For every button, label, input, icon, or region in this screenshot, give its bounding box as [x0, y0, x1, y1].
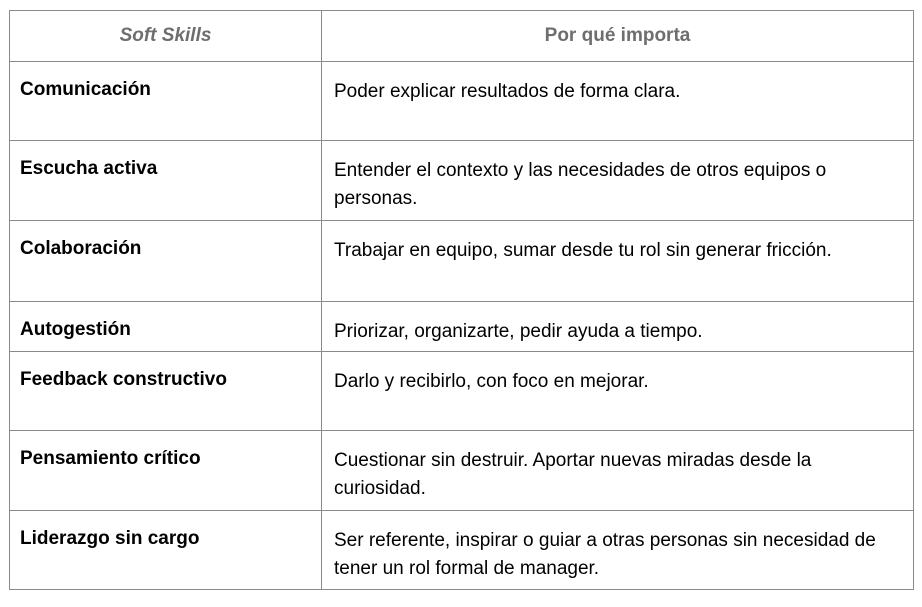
skill-cell: Feedback constructivo	[10, 352, 322, 431]
skill-cell: Comunicación	[10, 62, 322, 141]
table-row	[10, 221, 914, 302]
reason-cell: Entender el contexto y las necesidades de otros equipos o personas.	[322, 141, 914, 221]
reason-cell: Darlo y recibirlo, con foco en mejorar.	[322, 352, 914, 431]
skill-cell: Liderazgo sin cargo	[10, 511, 322, 590]
table-row	[10, 141, 914, 221]
reason-cell: Trabajar en equipo, sumar desde tu rol sin generar fricción.	[322, 221, 914, 302]
table-row	[10, 62, 914, 141]
reason-cell: Cuestionar sin destruir. Aportar nuevas miradas desde la curiosidad.	[322, 431, 914, 511]
skill-cell: Colaboración	[10, 221, 322, 302]
skill-cell: Escucha activa	[10, 141, 322, 221]
table-row	[10, 302, 914, 352]
header-por-que-importa: Por qué importa	[322, 11, 914, 62]
reason-cell: Poder explicar resultados de forma clara.	[322, 62, 914, 141]
table-header-row	[10, 11, 914, 62]
skill-cell: Autogestión	[10, 302, 322, 352]
reason-cell: Priorizar, organizarte, pedir ayuda a tiempo.	[322, 302, 914, 352]
table-row	[10, 511, 914, 590]
header-soft-skills: Soft Skills	[10, 11, 322, 62]
reason-cell: Ser referente, inspirar o guiar a otras personas sin necesidad de tener un rol formal de manager.	[322, 511, 914, 590]
skill-cell: Pensamiento crítico	[10, 431, 322, 511]
table-row	[10, 431, 914, 511]
table-row	[10, 352, 914, 431]
soft-skills-table	[9, 10, 914, 590]
